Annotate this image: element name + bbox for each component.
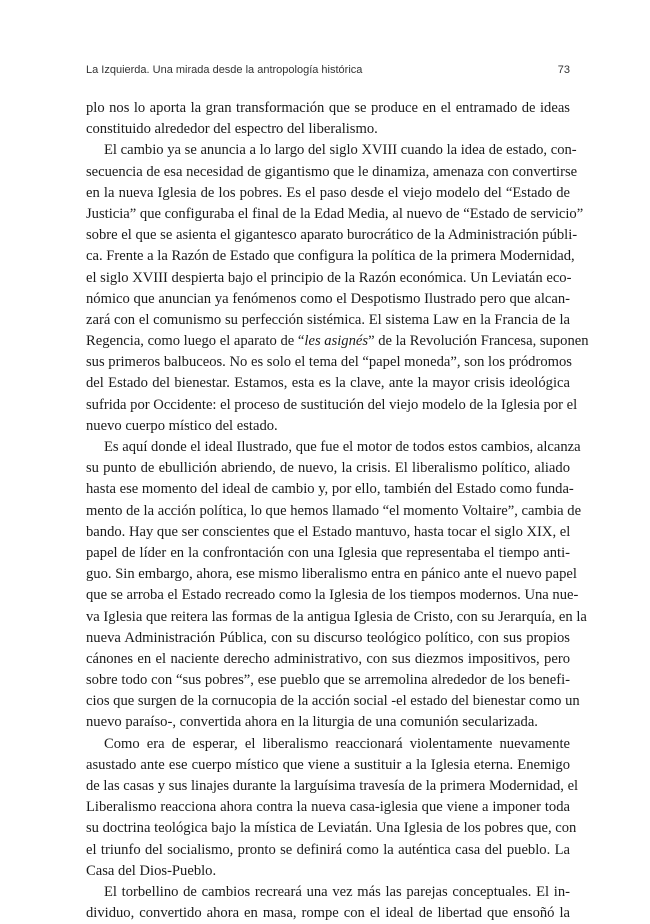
text-line: en la nueva Iglesia de los pobres. Es el paso desde el viejo modelo del “Estado de <box>86 184 570 201</box>
text-line: su doctrina teológica bajo la mística de Leviatán. Una Iglesia de los pobres que, con <box>86 820 577 837</box>
text-line: que se arroba el Estado recreado como la Iglesia de los tiempos modernos. Una nue- <box>86 587 579 604</box>
text-line: plo nos lo aporta la gran transformación que se produce en el entramado de ideas <box>86 100 570 116</box>
text-line: El cambio ya se anuncia a lo largo del siglo XVIII cuando la idea de estado, con- <box>104 142 577 159</box>
text-line: nómico que anuncian ya fenómenos como el Despotismo Ilustrado pero que alcan- <box>86 290 570 307</box>
text-line: va Iglesia que reitera las formas de la antigua Iglesia de Cristo, con su Jerarquía, en la <box>86 608 587 625</box>
text-line: el triunfo del socialismo, pronto se definirá como la auténtica casa del pueblo. La <box>86 841 570 858</box>
text-line: ca. Frente a la Razón de Estado que configura la política de la primera Modernidad, <box>86 248 575 265</box>
text-line: Casa del Dios-Pueblo. <box>86 862 217 879</box>
text-line: nuevo paraíso-, convertida ahora en la liturgia de una comunión secularizada. <box>86 714 538 731</box>
text-line: Justicia” que configuraba el final de la Edad Media, al nuevo de “Estado de servicio” <box>86 205 584 222</box>
text-line: bando. Hay que ser conscientes que el Estado mantuvo, hasta tocar el siglo XIX, el <box>86 523 571 540</box>
text-line: Liberalismo reacciona ahora contra la nueva casa-iglesia que viene a imponer toda <box>86 799 570 816</box>
page-number: 73 <box>557 64 570 76</box>
italic-term: les asignés <box>304 333 369 350</box>
text-line <box>86 331 589 352</box>
text-line: del Estado del bienestar. Estamos, esta es la clave, ante la mayor crisis ideológica <box>86 375 570 392</box>
text-run: ” de la Revolución Francesa, suponen <box>368 333 589 350</box>
text-line: secuencia de esa necesidad de gigantismo que le dinamiza, amenaza con convertirse <box>86 163 578 180</box>
text-line: guo. Sin embargo, ahora, ese mismo liberalismo entra en pánico ante el nuevo papel <box>86 566 577 583</box>
text-line: sobre todo con “sus pobres”, ese pueblo que se arremolina alrededor de los benefi- <box>86 672 570 689</box>
text-line: sus primeros balbuceos. No es solo el tema del “papel moneda”, son los pródromos <box>86 354 572 371</box>
text-line: cánones en el naciente derecho administrativo, con sus diezmos impositivos, pero <box>86 650 570 667</box>
body-text <box>86 98 589 924</box>
text-line: sobre el que se asienta el gigantesco aparato burocrático de la Administración públi- <box>86 227 578 244</box>
running-head <box>86 64 570 76</box>
text-line: sufrida por Occidente: el proceso de sustitución del viejo modelo de la Iglesia por el <box>86 396 578 413</box>
text-line: Es aquí donde el ideal Ilustrado, que fue el motor de todos estos cambios, alcanza <box>104 439 581 455</box>
text-line: de las casas y sus linajes durante la larguísima travesía de la primera Modernidad, el <box>86 778 579 794</box>
text-line: nueva Administración Pública, con su discurso teológico político, con sus propios <box>86 629 570 646</box>
text-line: asustado ante ese cuerpo místico que viene a sustituir a la Iglesia eterna. Enemigo <box>86 756 570 773</box>
text-line: Como era de esperar, el liberalismo reaccionará violentamente nuevamente <box>104 735 570 752</box>
text-line: mento de la acción política, lo que hemos llamado “el momento Voltaire”, cambia de <box>86 502 582 519</box>
text-line: constituido alrededor del espectro del liberalismo. <box>86 121 378 138</box>
text-line: cios que surgen de la cornucopia de la acción social -el estado del bienestar como un <box>86 693 580 710</box>
text-line: papel de líder en la confrontación con una Iglesia que representaba el tiempo anti- <box>86 544 570 561</box>
text-run: Regencia, como luego el aparato de “ <box>86 333 305 350</box>
text-line: su punto de ebullición abriendo, de nuevo, la crisis. El liberalismo político, aliado <box>86 460 570 477</box>
text-line: zará con el comunismo su perfección sistémica. El sistema Law en la Francia de la <box>86 311 570 328</box>
text-line: el siglo XVIII despierta bajo el principio de la Razón económica. Un Leviatán eco- <box>86 269 572 286</box>
text-line: nuevo cuerpo místico del estado. <box>86 417 278 434</box>
text-line: dividuo, convertido ahora en masa, rompe con el ideal de libertad que ensoñó la <box>86 905 570 922</box>
running-title: La Izquierda. Una mirada desde la antropología histórica <box>86 64 363 76</box>
text-line: El torbellino de cambios recreará una vez más las parejas conceptuales. El in- <box>104 883 570 900</box>
text-line: hasta ese momento del ideal de cambio y, por ello, también del Estado como funda- <box>86 481 574 498</box>
